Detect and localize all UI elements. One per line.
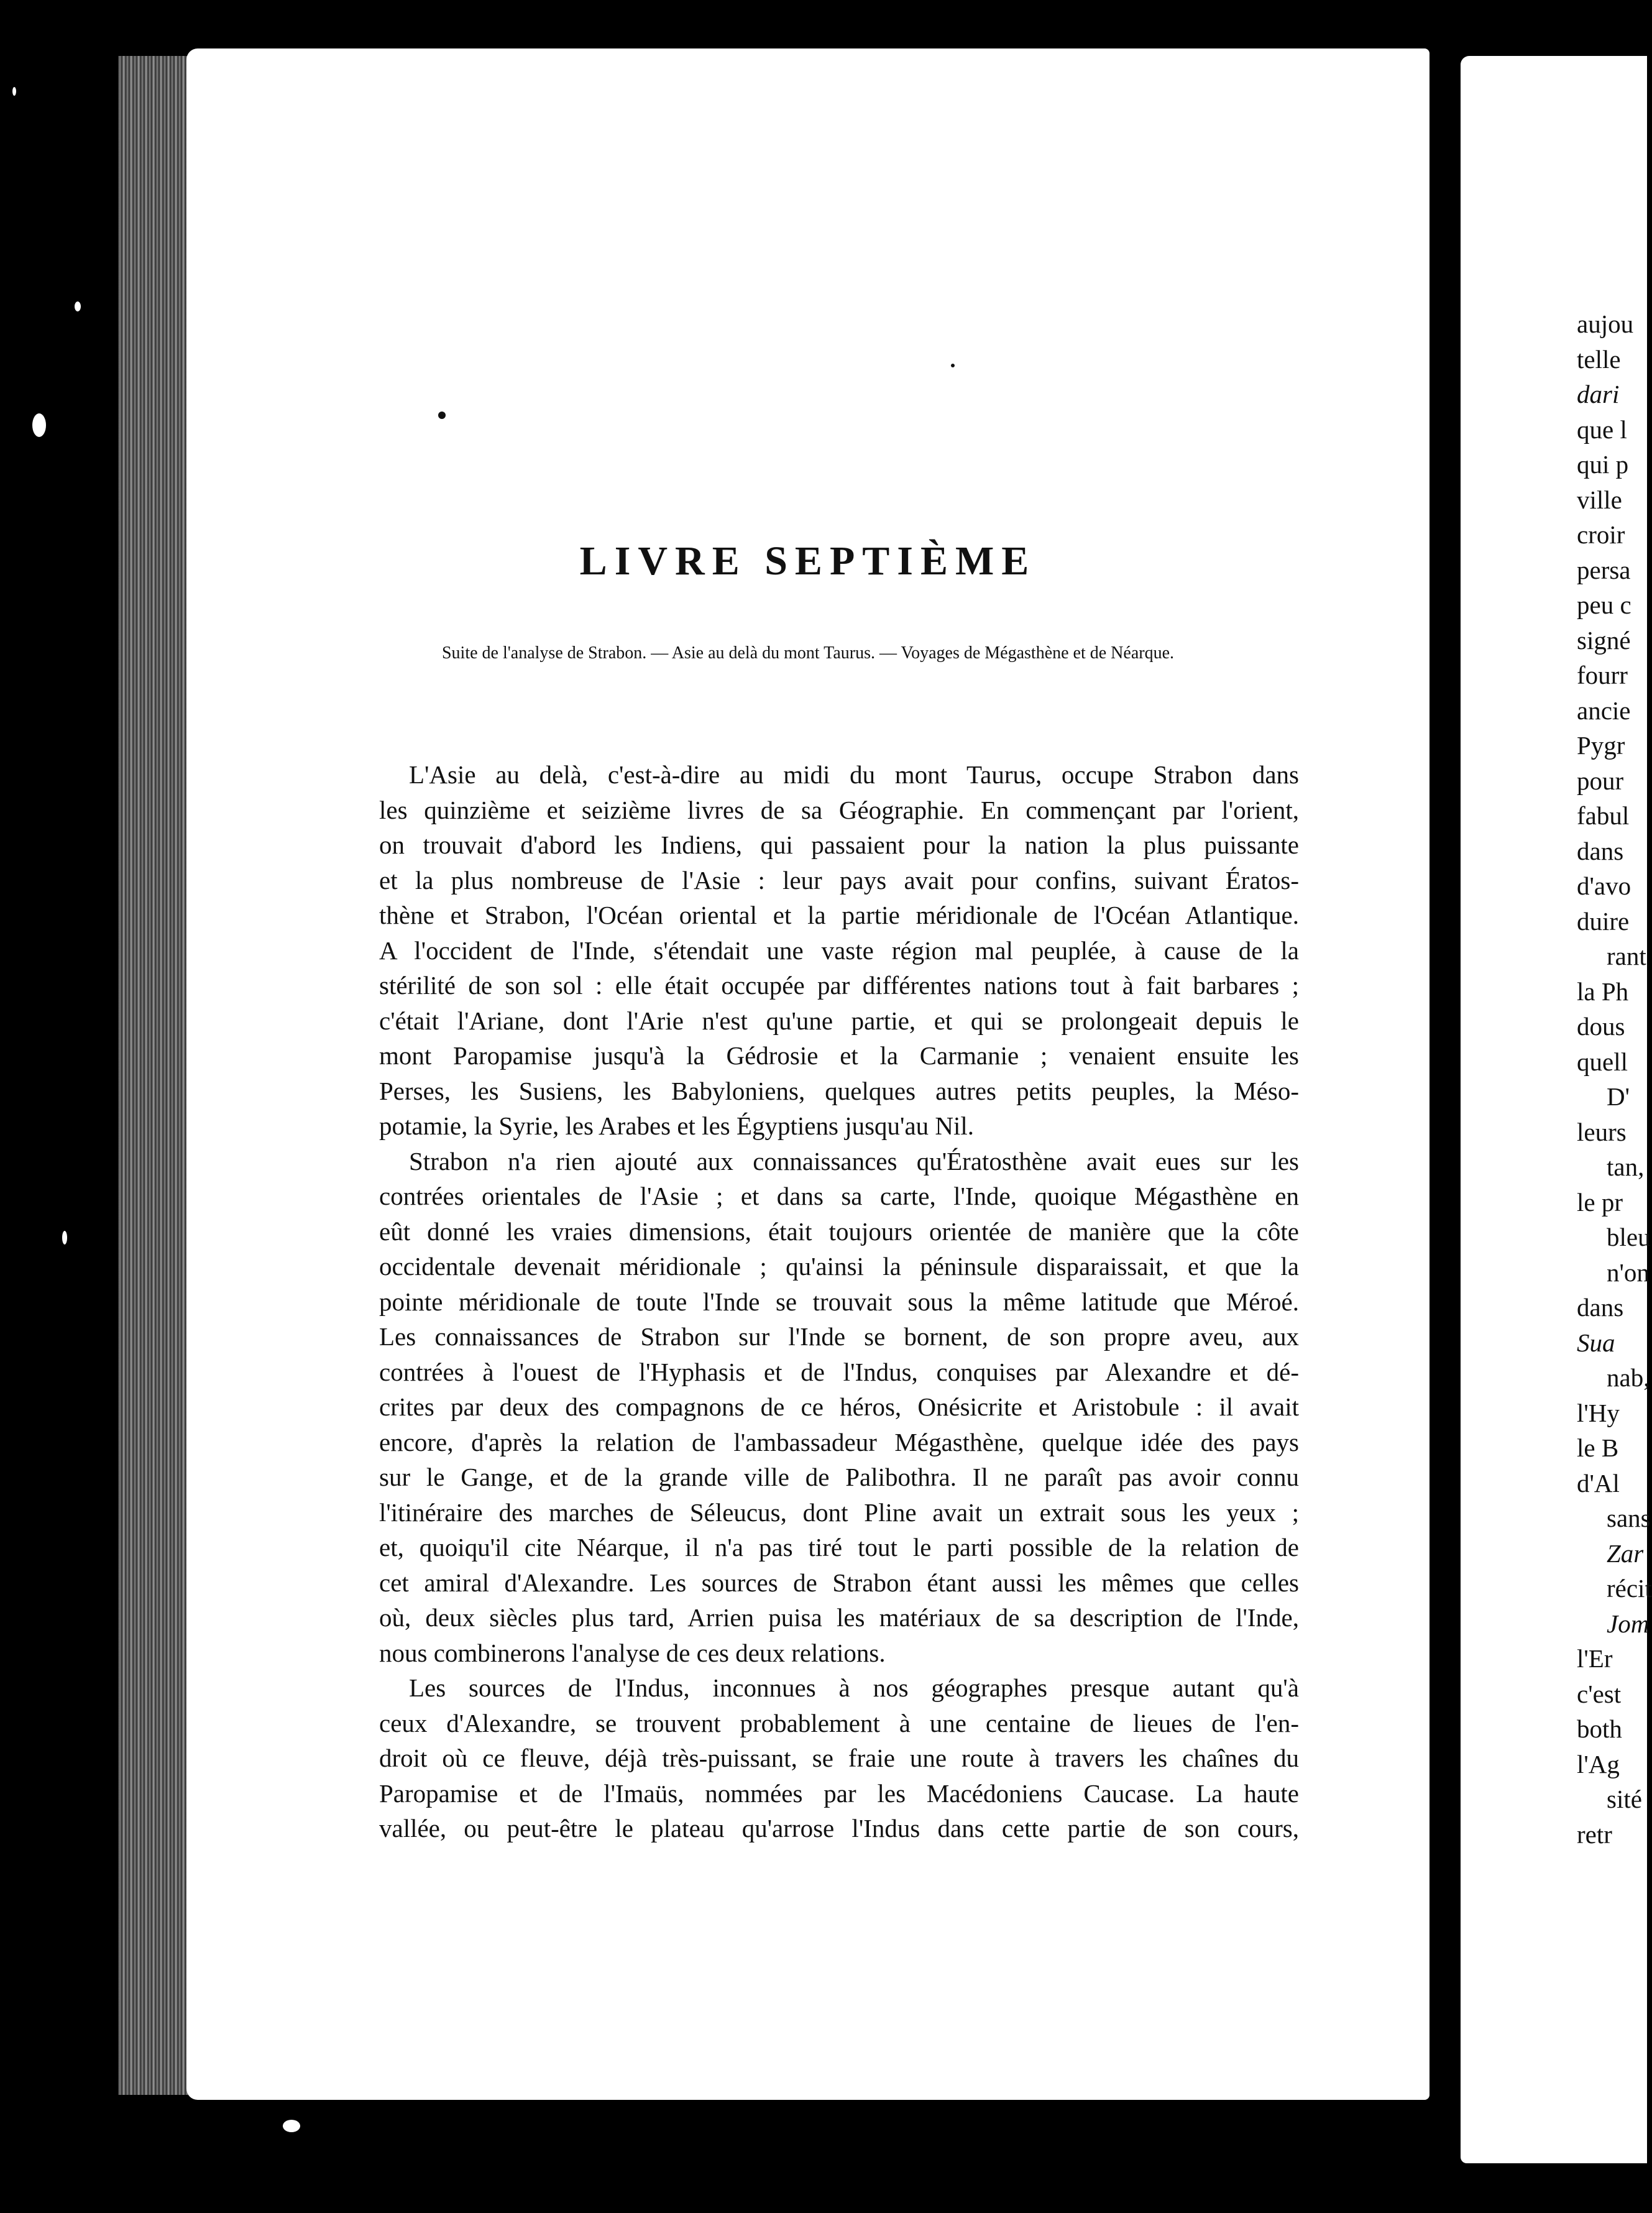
scan-speck (283, 2120, 300, 2132)
text-line: cet amiral d'Alexandre. Les sources de Strabon étant aussi les mêmes que celles (379, 1568, 1299, 1597)
text-line: Strabon n'a rien ajouté aux connaissances qu'Ératosthène avait eues sur les (409, 1146, 1299, 1176)
text-line: potamie, la Syrie, les Arabes et les Égyptiens jusqu'au Nil. (379, 1111, 975, 1140)
text-line: L'Asie au delà, c'est-à-dire au midi du mont Taurus, occupe Strabon dans (409, 760, 1299, 789)
fragment-line: le pr (1577, 1187, 1623, 1217)
text-line: crites par deux des compagnons de ce héros, Onésicrite et Aristobule : il avait (379, 1392, 1299, 1421)
fragment-line: l'Ag (1577, 1749, 1620, 1778)
book-title: LIVRE SEPTIÈME (579, 538, 1037, 584)
fragment-line: n'on (1607, 1258, 1650, 1287)
fragment-line: dari (1577, 380, 1620, 408)
text-line: contrées à l'ouest de l'Hyphasis et de l'Indus, conquises par Alexandre et dé- (379, 1357, 1299, 1386)
text-line: A l'occident de l'Inde, s'étendait une vaste région mal peuplée, à cause de la (379, 936, 1299, 965)
fragment-line: ancie (1577, 696, 1631, 725)
fragment-line: signé (1577, 625, 1631, 655)
fragment-line: duire (1577, 906, 1630, 936)
text-line: nous combinerons l'analyse de ces deux relations. (379, 1638, 886, 1667)
text-line: mont Paropamise jusqu'à la Gédrosie et la Carmanie ; venaient ensuite les (379, 1041, 1299, 1070)
text-line: c'était l'Ariane, dont l'Arie n'est qu'une partie, et qui se prolongeait depuis le (379, 1006, 1299, 1035)
fragment-line: quell (1577, 1047, 1628, 1076)
fragment-line: que l (1577, 415, 1627, 444)
fragment-line: nab, (1607, 1363, 1650, 1392)
fragment-line: D' (1607, 1082, 1630, 1111)
fragment-line: bleu (1607, 1223, 1651, 1251)
text-line: Perses, les Susiens, les Babyloniens, quelques autres petits peuples, la Méso- (379, 1076, 1299, 1105)
text-line: droit où ce fleuve, déjà très-puissant, se fraie une route à travers les chaînes du (379, 1744, 1299, 1772)
scan-speck (12, 87, 16, 96)
book-spine-shadow (118, 56, 193, 2095)
text-line: eût donné les vraies dimensions, était toujours orientée de manière que la côte (379, 1217, 1299, 1246)
fragment-line: Pygr (1577, 731, 1625, 760)
scan-speck (75, 301, 81, 311)
fragment-line: pour (1577, 766, 1624, 795)
scan-speck (32, 413, 46, 437)
fragment-line: c'est (1577, 1679, 1622, 1708)
fragment-line: retr (1577, 1820, 1612, 1849)
text-line: vallée, ou peut-être le plateau qu'arrose l'Indus dans cette partie de son cours, (379, 1814, 1299, 1843)
text-line: Les connaissances de Strabon sur l'Inde se bornent, de son propre aveu, aux (379, 1322, 1299, 1351)
ink-speck (438, 412, 446, 419)
text-line: sur le Gange, et de la grande ville de Palibothra. Il ne paraît pas avoir connu (379, 1463, 1299, 1491)
fragment-line: l'Er (1577, 1644, 1613, 1673)
fragment-line: dans (1577, 836, 1624, 865)
fragment-line: ville (1577, 485, 1622, 514)
text-line: stérilité de son sol : elle était occupée par différentes nations tout à fait barbares ; (379, 971, 1299, 1000)
fragment-line: sans (1607, 1504, 1651, 1532)
fragment-line: aujou (1577, 310, 1634, 338)
fragment-line: leurs (1577, 1117, 1627, 1146)
fragment-line: le B (1577, 1433, 1619, 1462)
text-line: Paropamise et de l'Imaüs, nommées par les Macédoniens Caucase. La haute (379, 1778, 1299, 1808)
fragment-line: persa (1577, 555, 1631, 584)
fragment-line: d'avo (1577, 872, 1631, 900)
text-line: contrées orientales de l'Asie ; et dans sa carte, l'Inde, quoique Mégasthène en (379, 1182, 1299, 1210)
chapter-summary: Suite de l'analyse de Strabon. — Asie au delà du mont Taurus. — Voyages de Mégasthène et de Néarque. (441, 643, 1175, 663)
fragment-line: dans (1577, 1293, 1624, 1322)
text-line: les quinzième et seizième livres de sa Géographie. En commençant par l'orient, (379, 795, 1299, 824)
fragment-line: dous (1577, 1012, 1625, 1041)
text-line: on trouvait d'abord les Indiens, qui passaient pour la nation la plus puissante (379, 830, 1299, 859)
text-line: et la plus nombreuse de l'Asie : leur pays avait pour confins, suivant Ératos- (379, 865, 1299, 895)
text-line: et, quoiqu'il cite Néarque, il n'a pas tiré tout le parti possible de la relation de (379, 1533, 1299, 1562)
scan-speck (62, 1231, 67, 1245)
fragment-line: la Ph (1577, 977, 1629, 1006)
fragment-line: fabul (1577, 801, 1630, 830)
fragment-line: l'Hy (1577, 1398, 1620, 1427)
fragment-line: croir (1577, 520, 1625, 549)
text-line: encore, d'après la relation de l'ambassadeur Mégasthène, quelque idée des pays (379, 1427, 1299, 1456)
fragment-line: both (1577, 1714, 1622, 1743)
fragment-line: telle (1577, 344, 1621, 374)
fragment-line: Sua (1577, 1328, 1615, 1357)
text-line: où, deux siècles plus tard, Arrien puisa les matériaux de sa description de l'Inde, (379, 1603, 1299, 1632)
text-line: Les sources de l'Indus, inconnues à nos géographes presque autant qu'à (409, 1673, 1299, 1702)
fragment-line: tan, (1607, 1153, 1645, 1181)
text-line: occidentale devenait méridionale ; qu'ainsi la péninsule disparaissait, et que la (379, 1252, 1299, 1281)
text-line: l'itinéraire des marches de Séleucus, dont Pline avait un extrait sous les yeux ; (379, 1498, 1299, 1527)
right-page-text (1577, 306, 1651, 1852)
text-line: thène et Strabon, l'Océan oriental et la partie méridionale de l'Océan Atlantique. (379, 901, 1299, 929)
body-text (379, 757, 1299, 1846)
fragment-line: qui p (1577, 450, 1629, 479)
fragment-line: récit (1607, 1574, 1652, 1603)
text-line: pointe méridionale de toute l'Inde se trouvait sous la même latitude que Méroé. (379, 1287, 1299, 1316)
fragment-line: fourr (1577, 661, 1628, 689)
fragment-line: rant (1607, 942, 1646, 970)
fragment-line: peu c (1577, 591, 1631, 619)
fragment-line: Zar (1607, 1539, 1644, 1568)
fragment-line: Jom (1607, 1609, 1650, 1638)
text-line: ceux d'Alexandre, se trouvent probablement à une centaine de lieues de l'en- (379, 1708, 1299, 1737)
fragment-line: d'Al (1577, 1468, 1620, 1498)
ink-speck (951, 364, 955, 367)
fragment-line: sité (1607, 1785, 1642, 1813)
